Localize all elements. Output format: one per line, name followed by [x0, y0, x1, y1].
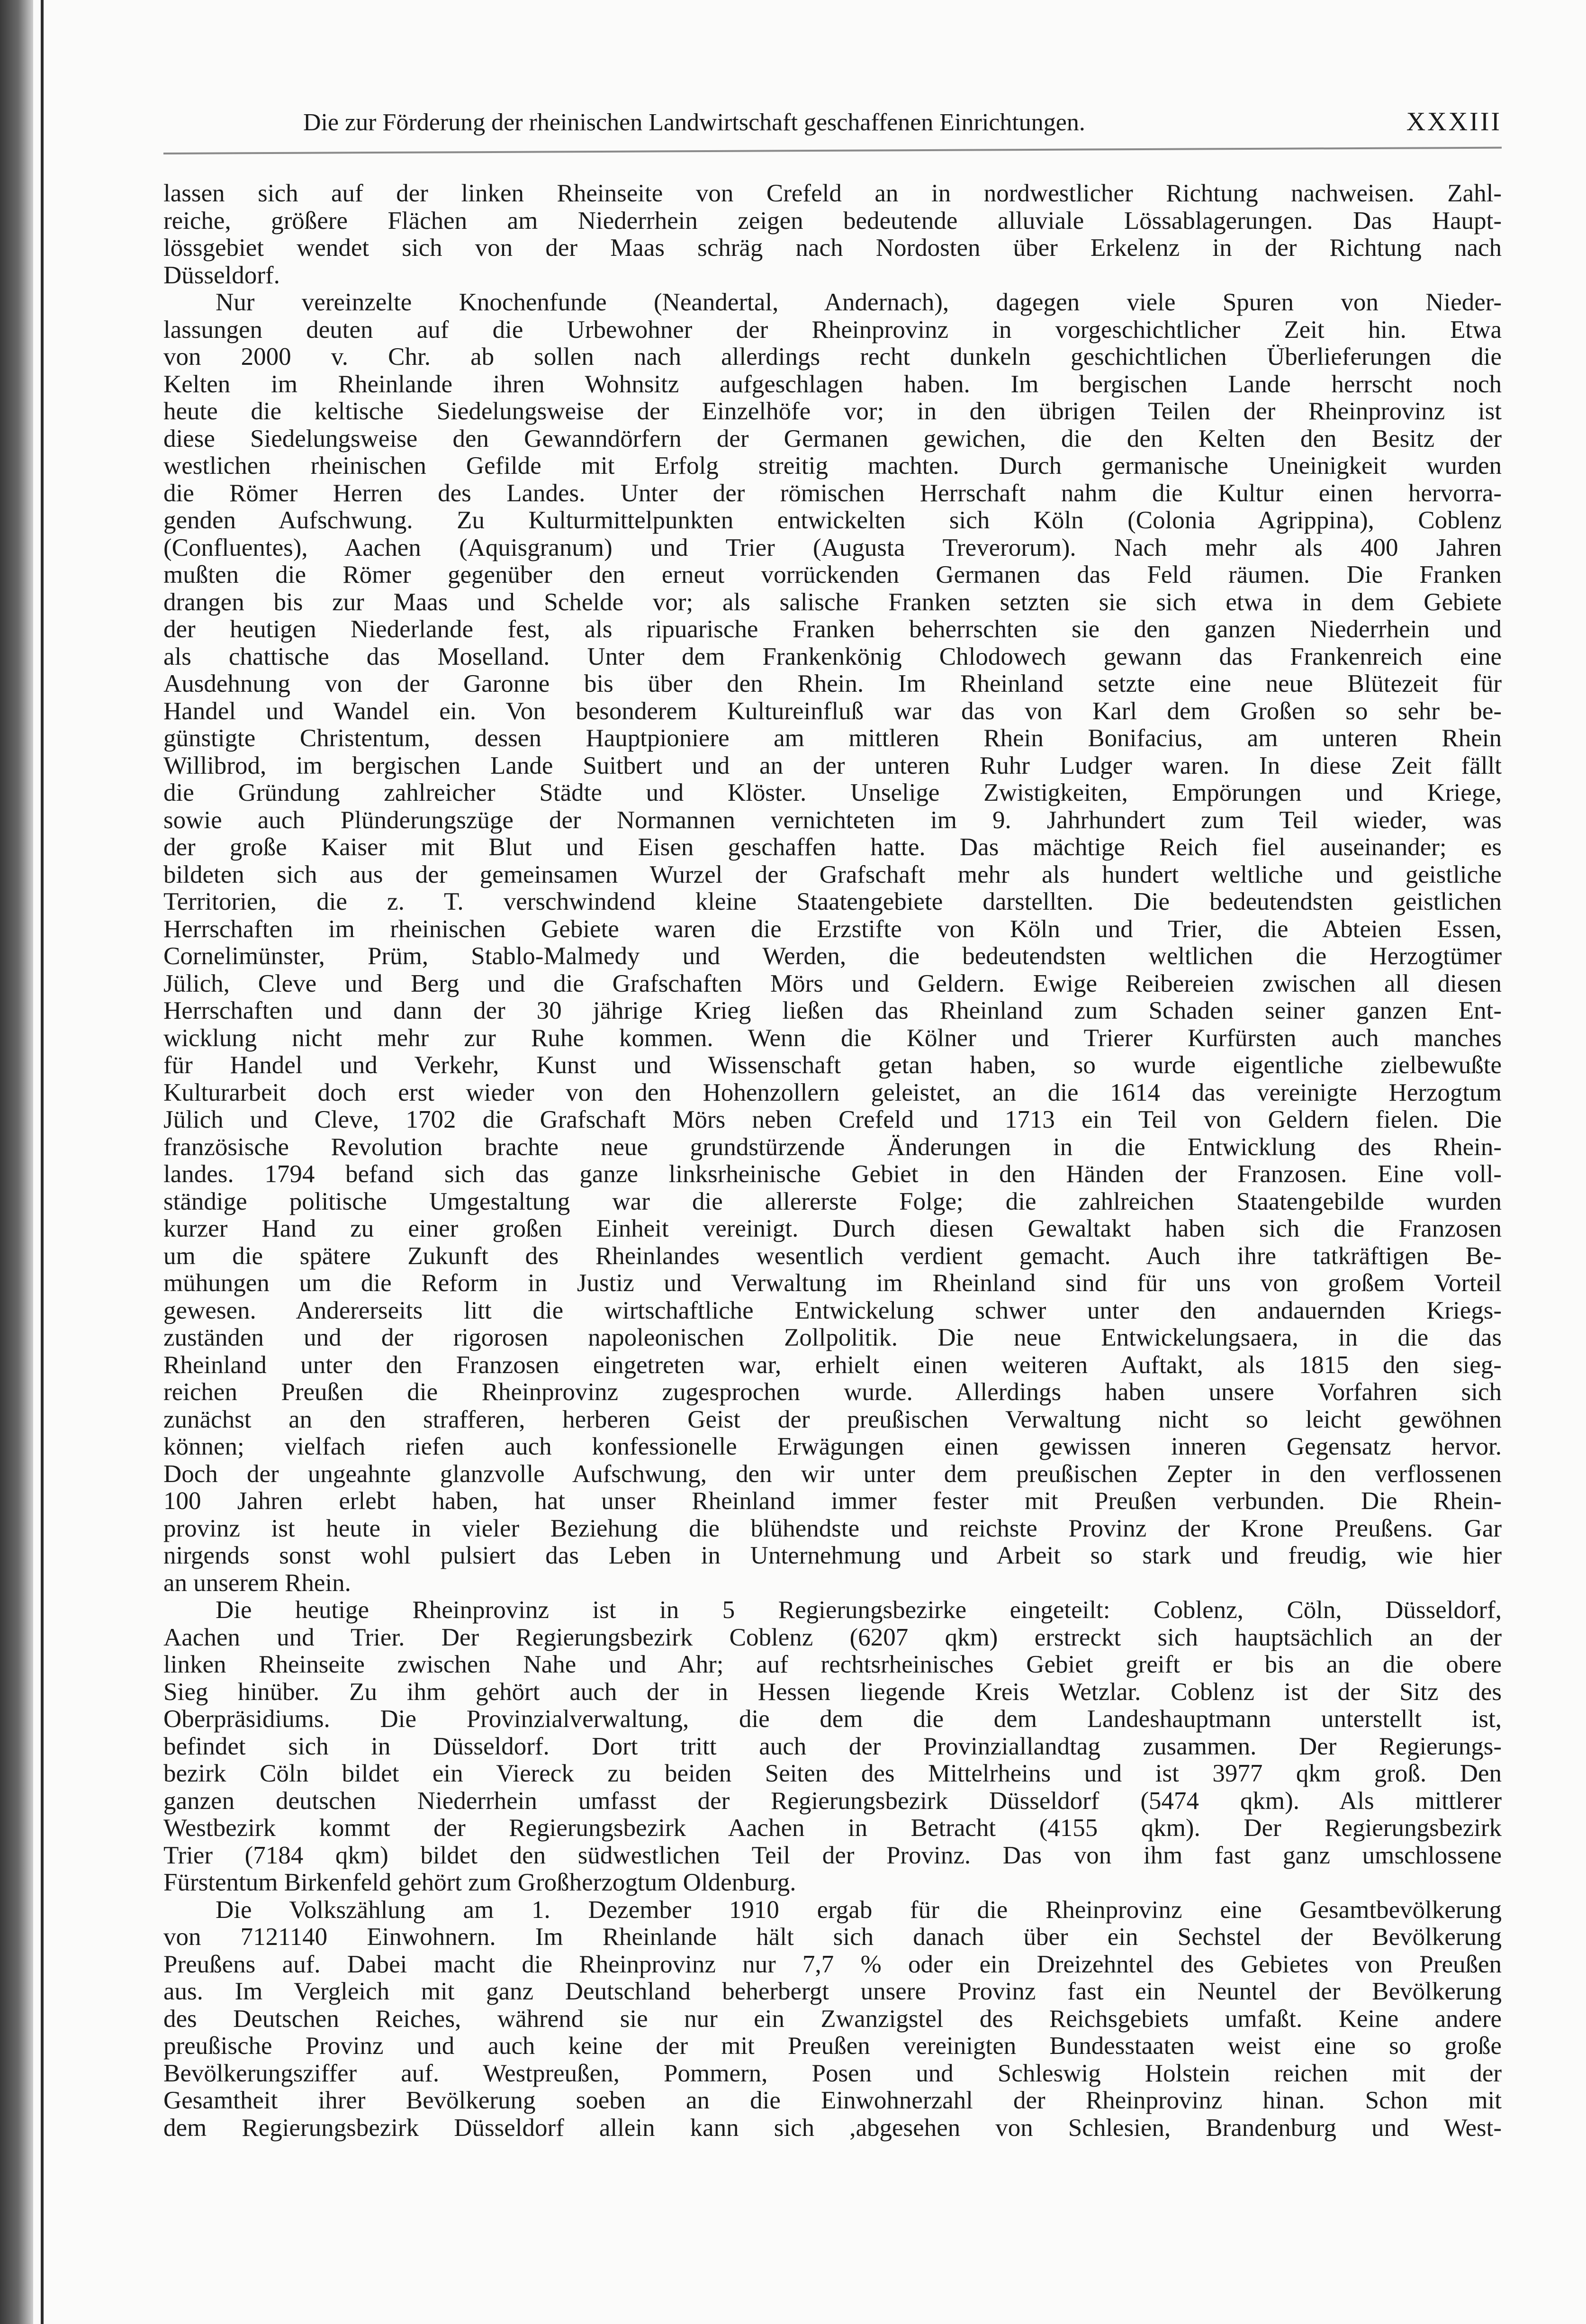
- text-line: wicklung nicht mehr zur Ruhe kommen. Wenn die Kölner und Trierer Kurfürsten auch manches: [163, 1024, 1502, 1052]
- text-line: Handel und Wandel ein. Von besonderem Kultureinfluß war das von Karl dem Großen so sehr be-: [163, 697, 1502, 725]
- text-line: Die Volkszählung am 1. Dezember 1910 ergab für die Rheinprovinz eine Gesamtbevölkerung: [216, 1896, 1502, 1924]
- paragraph: [163, 1597, 1502, 1897]
- text-line: (Confluentes), Aachen (Aquisgranum) und Trier (Augusta Treverorum). Nach mehr als 400 Jahren: [163, 534, 1502, 561]
- text-line: ständige politische Umgestaltung war die allererste Folge; die zahlreichen Staatengebilde wurden: [163, 1188, 1502, 1215]
- text-line: befindet sich in Düsseldorf. Dort tritt auch der Provinziallandtag zusammen. Der Regierungs-: [163, 1733, 1502, 1760]
- text-line: bezirk Cöln bildet ein Viereck zu beiden Seiten des Mittelrheins und ist 3977 qkm groß. Den: [163, 1760, 1502, 1787]
- text-line: Kulturarbeit doch erst wieder von den Hohenzollern geleistet, an die 1614 das vereinigte Herzogtum: [163, 1079, 1502, 1106]
- text-line: des Deutschen Reiches, während sie nur ein Zwanzigstel des Reichsgebiets umfaßt. Keine andere: [163, 2005, 1502, 2033]
- text-line: Düsseldorf.: [163, 262, 280, 289]
- text-line: Nur vereinzelte Knochenfunde (Neandertal, Andernach), dagegen viele Spuren von Nieder-: [216, 289, 1502, 316]
- text-line: Bevölkerungsziffer auf. Westpreußen, Pommern, Posen und Schleswig Holstein reichen mit der: [163, 2060, 1502, 2087]
- binding-line: [41, 0, 44, 2324]
- text-line: von 2000 v. Chr. ab sollen nach allerdings recht dunkeln geschichtlichen Überlieferungen die: [163, 344, 1502, 371]
- text-line: reichen Preußen die Rheinprovinz zugesprochen wurde. Allerdings haben unsere Vorfahren sich: [163, 1379, 1502, 1406]
- text-line: zunächst an den strafferen, herberen Geist der preußischen Verwaltung nicht so leicht gewöhnen: [163, 1406, 1502, 1433]
- text-line: lassen sich auf der linken Rheinseite von Crefeld an in nordwestlicher Richtung nachweisen. Zahl-: [163, 180, 1502, 207]
- text-line: mußten die Römer gegenüber den erneut vorrückenden Germanen das Feld räumen. Die Franken: [163, 561, 1502, 588]
- page-number: XXXIII: [1406, 107, 1502, 136]
- scan-page-edge: [0, 0, 33, 2324]
- text-line: Aachen und Trier. Der Regierungsbezirk Coblenz (6207 qkm) erstreckt sich hauptsächlich an der: [163, 1624, 1502, 1651]
- text-line: landes. 1794 befand sich das ganze linksrheinische Gebiet in den Händen der Franzosen. Eine voll-: [163, 1161, 1502, 1188]
- text-line: lassungen deuten auf die Urbewohner der Rheinprovinz in vorgeschichtlicher Zeit hin. Etwa: [163, 316, 1502, 344]
- text-line: Die heutige Rheinprovinz ist in 5 Regierungsbezirke eingeteilt: Coblenz, Cöln, Düsseldorf,: [216, 1597, 1502, 1624]
- text-line: für Handel und Verkehr, Kunst und Wissenschaft getan haben, so wurde eigentliche zielbewußte: [163, 1052, 1502, 1079]
- text-line: reiche, größere Flächen am Niederrhein zeigen bedeutende alluviale Lössablagerungen. Das Haupt-: [163, 207, 1502, 235]
- text-line: die Gründung zahlreicher Städte und Klöster. Unselige Zwistigkeiten, Empörungen und Kriege,: [163, 779, 1502, 806]
- text-line: Rheinland unter den Franzosen eingetreten war, erhielt einen weiteren Auftakt, als 1815 den sieg-: [163, 1351, 1502, 1379]
- text-line: können; vielfach riefen auch konfessionelle Erwägungen einen gewissen inneren Gegensatz hervor.: [163, 1433, 1502, 1460]
- paragraph: [163, 1897, 1502, 2142]
- text-line: Sieg hinüber. Zu ihm gehört auch der in Hessen liegende Kreis Wetzlar. Coblenz ist der Sitz des: [163, 1678, 1502, 1706]
- text-line: der heutigen Niederlande fest, als ripuarische Franken beherrschten sie den ganzen Niederrhein und: [163, 616, 1502, 643]
- text-line: Preußens auf. Dabei macht die Rheinprovinz nur 7,7 % oder ein Dreizehntel des Gebietes von Preußen: [163, 1951, 1502, 1978]
- paragraph: [163, 289, 1502, 1597]
- text-line: Jülich, Cleve und Berg und die Grafschaften Mörs und Geldern. Ewige Reibereien zwischen all diesen: [163, 970, 1502, 997]
- text-line: als chattische das Moselland. Unter dem Frankenkönig Chlodowech gewann das Frankenreich eine: [163, 643, 1502, 670]
- text-line: Fürstentum Birkenfeld gehört zum Großherzogtum Oldenburg.: [163, 1869, 796, 1896]
- text-line: Trier (7184 qkm) bildet den südwestlichen Teil der Provinz. Das von ihm fast ganz umschlossene: [163, 1842, 1502, 1869]
- text-line: Ausdehnung von der Garonne bis über den Rhein. Im Rheinland setzte eine neue Blütezeit für: [163, 670, 1502, 697]
- text-line: kurzer Hand zu einer großen Einheit vereinigt. Durch diesen Gewaltakt haben sich die Franzosen: [163, 1215, 1502, 1242]
- text-line: an unserem Rhein.: [163, 1569, 351, 1597]
- text-line: westlichen rheinischen Gefilde mit Erfolg streitig machten. Durch germanische Uneinigkeit wurden: [163, 452, 1502, 479]
- text-line: bildeten sich aus der gemeinsamen Wurzel der Grafschaft mehr als hundert weltliche und geistliche: [163, 861, 1502, 888]
- text-line: linken Rheinseite zwischen Nahe und Ahr; auf rechtsrheinisches Gebiet greift er bis an die obere: [163, 1651, 1502, 1678]
- text-line: provinz ist heute in vieler Beziehung die blühendste und reichste Provinz der Krone Preußens. Gar: [163, 1515, 1502, 1542]
- running-header: [303, 107, 1502, 140]
- text-line: um die spätere Zukunft des Rheinlandes wesentlich verdient gemacht. Auch ihre tatkräftigen Be-: [163, 1242, 1502, 1270]
- text-line: Cornelimünster, Prüm, Stablo-Malmedy und Werden, die bedeutendsten weltlichen die Herzogtümer: [163, 943, 1502, 970]
- text-line: sowie auch Plünderungszüge der Normannen vernichteten im 9. Jahrhundert zum Teil wieder, was: [163, 806, 1502, 834]
- text-line: nirgends sonst wohl pulsiert das Leben in Unternehmung und Arbeit so stark und freudig, wie hier: [163, 1542, 1502, 1569]
- text-line: Gesamtheit ihrer Bevölkerung soeben an die Einwohnerzahl der Rheinprovinz hinan. Schon mit: [163, 2087, 1502, 2114]
- text-line: aus. Im Vergleich mit ganz Deutschland beherbergt unsere Provinz fast ein Neuntel der Bevölkerung: [163, 1978, 1502, 2005]
- text-line: mühungen um die Reform in Justiz und Verwaltung im Rheinland sind für uns von großem Vorteil: [163, 1270, 1502, 1297]
- running-title: Die zur Förderung der rheinischen Landwirtschaft geschaffenen Einrichtungen.: [303, 109, 1085, 136]
- text-line: Territorien, die z. T. verschwindend kleine Staatengebiete darstellten. Die bedeutendsten geistlichen: [163, 888, 1502, 915]
- text-line: genden Aufschwung. Zu Kulturmittelpunkten entwickelten sich Köln (Colonia Agrippina), Coblenz: [163, 507, 1502, 534]
- text-line: günstigte Christentum, dessen Hauptpioniere am mittleren Rhein Bonifacius, am unteren Rhein: [163, 725, 1502, 752]
- text-line: Kelten im Rheinlande ihren Wohnsitz aufgeschlagen haben. Im bergischen Lande herrscht noch: [163, 371, 1502, 398]
- text-line: heute die keltische Siedelungsweise der Einzelhöfe vor; in den übrigen Teilen der Rheinprovinz ist: [163, 398, 1502, 425]
- text-line: drangen bis zur Maas und Schelde vor; als salische Franken setzten sie sich etwa in dem Gebiete: [163, 588, 1502, 616]
- text-line: der große Kaiser mit Blut und Eisen geschaffen hatte. Das mächtige Reich fiel auseinander; es: [163, 834, 1502, 861]
- text-line: ganzen deutschen Niederrhein umfasst der Regierungsbezirk Düsseldorf (5474 qkm). Als mittlerer: [163, 1787, 1502, 1815]
- text-line: Westbezirk kommt der Regierungsbezirk Aachen in Betracht (4155 qkm). Der Regierungsbezirk: [163, 1815, 1502, 1842]
- text-line: Doch der ungeahnte glanzvolle Aufschwung, den wir unter dem preußischen Zepter in den verflossenen: [163, 1460, 1502, 1488]
- text-line: preußische Provinz und auch keine der mit Preußen vereinigten Bundesstaaten weist eine so große: [163, 2033, 1502, 2060]
- text-line: zuständen und der rigorosen napoleonischen Zollpolitik. Die neue Entwickelungsaera, in die das: [163, 1324, 1502, 1351]
- text-line: französische Revolution brachte neue grundstürzende Änderungen in die Entwicklung des Rhein-: [163, 1133, 1502, 1161]
- body-text: [163, 180, 1502, 2142]
- text-line: Herrschaften und dann der 30 jährige Krieg ließen das Rheinland zum Schaden seiner ganzen Ent-: [163, 997, 1502, 1024]
- text-line: diese Siedelungsweise den Gewanndörfern der Germanen gewichen, die den Kelten den Besitz der: [163, 425, 1502, 452]
- text-line: Herrschaften im rheinischen Gebiete waren die Erzstifte von Köln und Trier, die Abteien Essen,: [163, 915, 1502, 943]
- paragraph: [163, 180, 1502, 289]
- header-rule: [163, 147, 1502, 154]
- text-line: Oberpräsidiums. Die Provinzialverwaltung, die dem die dem Landeshauptmann unterstellt ist,: [163, 1706, 1502, 1733]
- text-line: gewesen. Andererseits litt die wirtschaftliche Entwickelung schwer unter den andauernden Kriegs-: [163, 1297, 1502, 1324]
- text-line: von 7121140 Einwohnern. Im Rheinlande hält sich danach über ein Sechstel der Bevölkerung: [163, 1924, 1502, 1951]
- text-line: Willibrod, im bergischen Lande Suitbert und an der unteren Ruhr Ludger waren. In diese Zeit fällt: [163, 752, 1502, 779]
- text-line: 100 Jahren erlebt haben, hat unser Rheinland immer fester mit Preußen verbunden. Die Rhein-: [163, 1488, 1502, 1515]
- text-line: lössgebiet wendet sich von der Maas schräg nach Nordosten über Erkelenz in der Richtung nach: [163, 235, 1502, 262]
- text-line: dem Regierungsbezirk Düsseldorf allein kann sich ,abgesehen von Schlesien, Brandenburg und West-: [163, 2114, 1502, 2142]
- text-line: die Römer Herren des Landes. Unter der römischen Herrschaft nahm die Kultur einen hervorra-: [163, 479, 1502, 507]
- text-line: Jülich und Cleve, 1702 die Grafschaft Mörs neben Crefeld und 1713 ein Teil von Geldern fielen. Die: [163, 1106, 1502, 1133]
